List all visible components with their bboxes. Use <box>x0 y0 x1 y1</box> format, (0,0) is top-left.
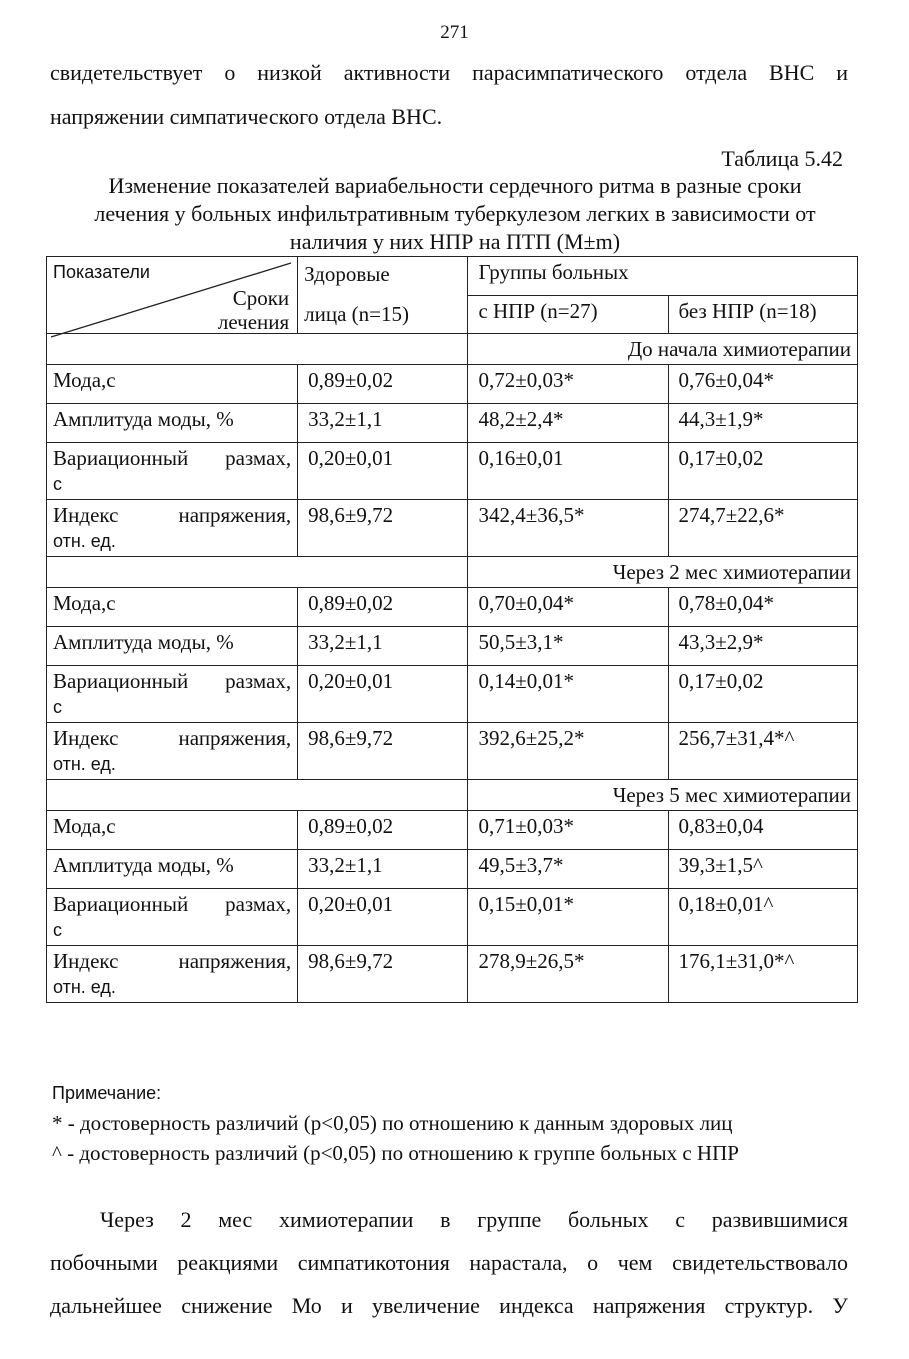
section-label: Через 2 мес химиотерапии <box>468 557 858 588</box>
indicator-name-a: Вариационный <box>53 669 189 693</box>
value-without-npr: 39,3±1,5^ <box>668 850 857 889</box>
table-caption <box>40 172 870 256</box>
value-without-npr: 0,76±0,04* <box>668 365 857 404</box>
indicator-cell <box>47 588 298 627</box>
header-with-npr: с НПР (n=27) <box>468 295 668 334</box>
indicator-cell <box>47 443 298 500</box>
value-healthy: 98,6±9,72 <box>298 946 468 1003</box>
indicator-name-a: Мода,с <box>53 591 116 615</box>
value-with-npr: 49,5±3,7* <box>468 850 668 889</box>
indicator-name-b: напряжения, <box>178 949 292 973</box>
value-healthy: 0,20±0,01 <box>298 889 468 946</box>
header-terms-2: лечения <box>217 310 290 334</box>
value-with-npr: 0,72±0,03* <box>468 365 668 404</box>
indicator-name-b: размах, <box>225 892 292 916</box>
value-without-npr: 274,7±22,6* <box>668 500 857 557</box>
indicator-name-a: Мода,с <box>53 368 116 392</box>
indicator-line <box>53 445 291 471</box>
indicator-line <box>53 725 291 751</box>
value-healthy: 0,20±0,01 <box>298 443 468 500</box>
indicator-name-c: отн. ед. <box>53 977 116 997</box>
value-with-npr: 48,2±2,4* <box>468 404 668 443</box>
indicator-cell <box>47 627 298 666</box>
section-row <box>47 780 858 811</box>
value-healthy: 33,2±1,1 <box>298 850 468 889</box>
page-number: 271 <box>440 22 469 43</box>
indicator-name-a: Индекс <box>53 503 119 527</box>
value-without-npr: 0,18±0,01^ <box>668 889 857 946</box>
closing-line-2: побочными реакциями симпатикотония нарастала, о чем свидетельствовало <box>50 1250 848 1275</box>
table-row <box>47 666 858 723</box>
closing-line-1: Через 2 мес химиотерапии в группе больных с развившимися <box>100 1207 848 1232</box>
header-healthy-1: Здоровые <box>304 262 390 286</box>
value-with-npr: 0,70±0,04* <box>468 588 668 627</box>
indicator-name-a: Мода,с <box>53 814 116 838</box>
notes <box>52 1078 739 1168</box>
value-without-npr: 0,78±0,04* <box>668 588 857 627</box>
header-groups: Группы больных <box>468 257 858 296</box>
value-without-npr: 0,83±0,04 <box>668 811 857 850</box>
indicator-name-a: Вариационный <box>53 446 189 470</box>
notes-title: Примечание: <box>52 1083 162 1103</box>
value-healthy: 98,6±9,72 <box>298 723 468 780</box>
header-without-npr: без НПР (n=18) <box>668 295 857 334</box>
indicator-cell <box>47 811 298 850</box>
indicator-name-a: Вариационный <box>53 892 189 916</box>
table-row <box>47 723 858 780</box>
table-row <box>47 946 858 1003</box>
indicator-line <box>53 502 291 528</box>
table-row <box>47 627 858 666</box>
value-with-npr: 0,15±0,01* <box>468 889 668 946</box>
table-row <box>47 811 858 850</box>
header-indicators: Показатели <box>53 262 150 282</box>
value-healthy: 0,89±0,02 <box>298 811 468 850</box>
indicator-name-a: Амплитуда моды, % <box>53 853 234 877</box>
indicator-name-c: отн. ед. <box>53 754 116 774</box>
indicator-name-a: Амплитуда моды, % <box>53 630 234 654</box>
indicator-cell <box>47 946 298 1003</box>
value-without-npr: 256,7±31,4*^ <box>668 723 857 780</box>
header-row-1 <box>47 257 858 296</box>
indicator-cell <box>47 500 298 557</box>
indicator-name-b: напряжения, <box>178 503 292 527</box>
indicator-cell <box>47 404 298 443</box>
value-healthy: 0,89±0,02 <box>298 588 468 627</box>
table-row <box>47 588 858 627</box>
value-without-npr: 0,17±0,02 <box>668 443 857 500</box>
caption-line-3: наличия у них НПР на ПТП (M±m) <box>289 229 621 254</box>
intro-line-1: свидетельствует о низкой активности парасимпатического отдела ВНС и <box>50 60 848 85</box>
value-healthy: 33,2±1,1 <box>298 404 468 443</box>
indicator-name-a: Амплитуда моды, % <box>53 407 234 431</box>
indicator-name-c: с <box>53 920 62 940</box>
value-healthy: 0,89±0,02 <box>298 365 468 404</box>
section-empty-cell <box>47 557 468 588</box>
value-with-npr: 342,4±36,5* <box>468 500 668 557</box>
indicator-cell <box>47 666 298 723</box>
hrv-table <box>46 256 858 1003</box>
header-healthy-2: лица (n=15) <box>304 302 410 326</box>
indicator-name-b: размах, <box>225 669 292 693</box>
table-number: Таблица 5.42 <box>721 146 843 171</box>
section-row <box>47 557 858 588</box>
indicator-cell <box>47 850 298 889</box>
value-without-npr: 0,17±0,02 <box>668 666 857 723</box>
indicator-name-b: размах, <box>225 446 292 470</box>
header-healthy <box>298 257 468 334</box>
indicator-line <box>53 668 291 694</box>
value-with-npr: 50,5±3,1* <box>468 627 668 666</box>
table-row <box>47 850 858 889</box>
note-caret: ^ - достоверность различий (p<0,05) по отношению к группе больных с НПР <box>52 1141 739 1165</box>
header-terms-1: Сроки <box>232 286 290 310</box>
section-empty-cell <box>47 780 468 811</box>
caption-line-2: лечения у больных инфильтративным туберкулезом легких в зависимости от <box>94 201 816 226</box>
value-without-npr: 43,3±2,9* <box>668 627 857 666</box>
indicator-cell <box>47 723 298 780</box>
value-without-npr: 44,3±1,9* <box>668 404 857 443</box>
value-with-npr: 0,14±0,01* <box>468 666 668 723</box>
indicator-cell <box>47 889 298 946</box>
value-healthy: 33,2±1,1 <box>298 627 468 666</box>
indicator-name-c: с <box>53 697 62 717</box>
value-healthy: 0,20±0,01 <box>298 666 468 723</box>
indicator-line <box>53 891 291 917</box>
table-row <box>47 404 858 443</box>
table-row <box>47 889 858 946</box>
closing-line-3: дальнейшее снижение Мо и увеличение индекса напряжения структур. У <box>50 1293 848 1318</box>
value-without-npr: 176,1±31,0*^ <box>668 946 857 1003</box>
section-label: До начала химиотерапии <box>468 334 858 365</box>
header-diagonal-cell <box>47 257 298 334</box>
value-with-npr: 0,16±0,01 <box>468 443 668 500</box>
indicator-cell <box>47 365 298 404</box>
indicator-name-a: Индекс <box>53 726 119 750</box>
indicator-name-a: Индекс <box>53 949 119 973</box>
value-with-npr: 278,9±26,5* <box>468 946 668 1003</box>
note-asterisk: * - достоверность различий (p<0,05) по отношению к данным здоровых лиц <box>52 1111 733 1135</box>
indicator-name-c: отн. ед. <box>53 531 116 551</box>
table-row <box>47 365 858 404</box>
intro-line-2: напряжении симпатического отдела ВНС. <box>50 104 443 129</box>
value-with-npr: 392,6±25,2* <box>468 723 668 780</box>
indicator-name-c: с <box>53 474 62 494</box>
caption-line-1: Изменение показателей вариабельности сердечного ритма в разные сроки <box>108 173 802 198</box>
table-row <box>47 500 858 557</box>
section-label: Через 5 мес химиотерапии <box>468 780 858 811</box>
table-row <box>47 443 858 500</box>
indicator-name-b: напряжения, <box>178 726 292 750</box>
indicator-line <box>53 948 291 974</box>
value-healthy: 98,6±9,72 <box>298 500 468 557</box>
value-with-npr: 0,71±0,03* <box>468 811 668 850</box>
